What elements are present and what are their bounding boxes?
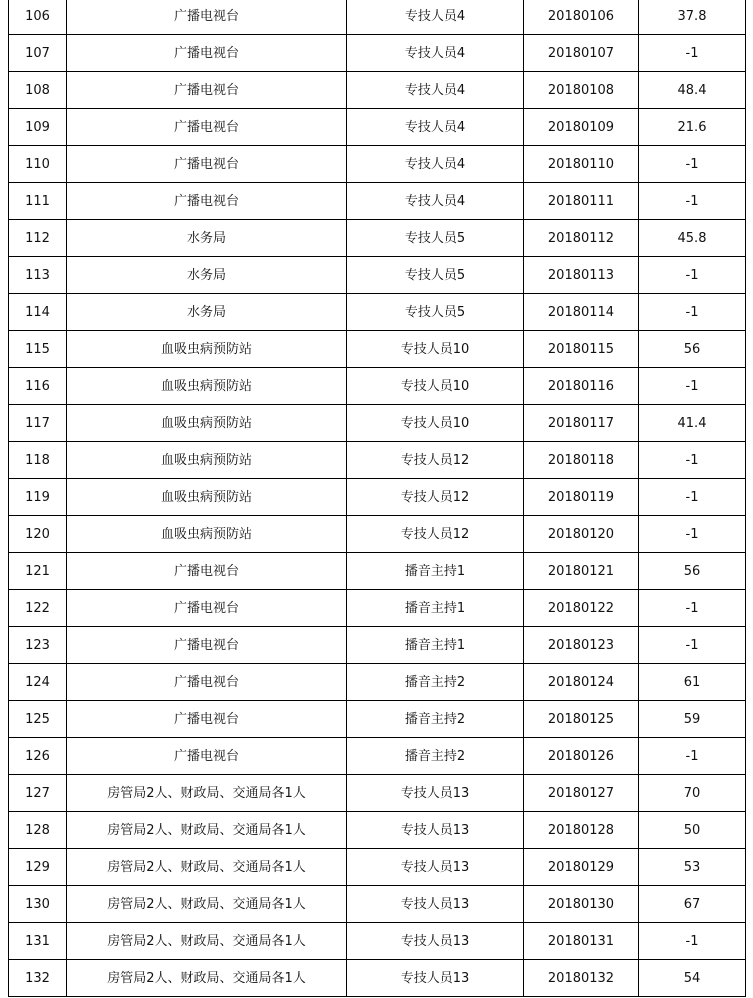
exam-id-cell: 20180123 [524, 627, 639, 664]
unit-cell: 水务局 [67, 294, 347, 331]
unit-cell: 房管局2人、财政局、交通局各1人 [67, 812, 347, 849]
unit-cell: 广播电视台 [67, 664, 347, 701]
score-cell: -1 [639, 35, 746, 72]
unit-cell: 血吸虫病预防站 [67, 442, 347, 479]
score-cell: -1 [639, 442, 746, 479]
row-number-cell: 124 [9, 664, 67, 701]
unit-cell: 血吸虫病预防站 [67, 516, 347, 553]
row-number-cell: 132 [9, 960, 67, 997]
unit-cell: 水务局 [67, 220, 347, 257]
table-row [9, 479, 746, 516]
table-row [9, 553, 746, 590]
position-cell: 专技人员4 [347, 35, 524, 72]
position-cell: 专技人员13 [347, 849, 524, 886]
position-cell: 播音主持1 [347, 627, 524, 664]
position-cell: 专技人员4 [347, 183, 524, 220]
table-row [9, 886, 746, 923]
table-row [9, 368, 746, 405]
row-number-cell: 108 [9, 72, 67, 109]
row-number-cell: 129 [9, 849, 67, 886]
exam-id-cell: 20180111 [524, 183, 639, 220]
table-row [9, 405, 746, 442]
row-number-cell: 130 [9, 886, 67, 923]
exam-id-cell: 20180107 [524, 35, 639, 72]
row-number-cell: 118 [9, 442, 67, 479]
position-cell: 专技人员10 [347, 331, 524, 368]
position-cell: 专技人员4 [347, 72, 524, 109]
row-number-cell: 122 [9, 590, 67, 627]
score-cell: 54 [639, 960, 746, 997]
row-number-cell: 110 [9, 146, 67, 183]
position-cell: 专技人员4 [347, 0, 524, 35]
row-number-cell: 120 [9, 516, 67, 553]
position-cell: 播音主持2 [347, 664, 524, 701]
exam-id-cell: 20180126 [524, 738, 639, 775]
position-cell: 专技人员12 [347, 516, 524, 553]
exam-id-cell: 20180114 [524, 294, 639, 331]
table-row [9, 701, 746, 738]
row-number-cell: 119 [9, 479, 67, 516]
exam-id-cell: 20180106 [524, 0, 639, 35]
score-cell: 50 [639, 812, 746, 849]
score-cell: 41.4 [639, 405, 746, 442]
unit-cell: 广播电视台 [67, 701, 347, 738]
table-row [9, 146, 746, 183]
position-cell: 专技人员5 [347, 220, 524, 257]
score-cell: -1 [639, 146, 746, 183]
score-cell: 45.8 [639, 220, 746, 257]
unit-cell: 房管局2人、财政局、交通局各1人 [67, 960, 347, 997]
row-number-cell: 115 [9, 331, 67, 368]
position-cell: 专技人员4 [347, 109, 524, 146]
unit-cell: 广播电视台 [67, 738, 347, 775]
position-cell: 专技人员4 [347, 146, 524, 183]
row-number-cell: 106 [9, 0, 67, 35]
score-cell: 53 [639, 849, 746, 886]
table-row [9, 960, 746, 997]
exam-id-cell: 20180117 [524, 405, 639, 442]
unit-cell: 广播电视台 [67, 183, 347, 220]
score-cell: 56 [639, 331, 746, 368]
score-cell: -1 [639, 590, 746, 627]
score-cell: -1 [639, 368, 746, 405]
unit-cell: 房管局2人、财政局、交通局各1人 [67, 849, 347, 886]
score-cell: -1 [639, 479, 746, 516]
row-number-cell: 125 [9, 701, 67, 738]
unit-cell: 广播电视台 [67, 35, 347, 72]
score-cell: 67 [639, 886, 746, 923]
table-row [9, 627, 746, 664]
unit-cell: 广播电视台 [67, 553, 347, 590]
row-number-cell: 111 [9, 183, 67, 220]
exam-id-cell: 20180132 [524, 960, 639, 997]
unit-cell: 房管局2人、财政局、交通局各1人 [67, 886, 347, 923]
table-row [9, 775, 746, 812]
table-row [9, 109, 746, 146]
unit-cell: 广播电视台 [67, 590, 347, 627]
exam-id-cell: 20180120 [524, 516, 639, 553]
table-row [9, 442, 746, 479]
row-number-cell: 123 [9, 627, 67, 664]
score-cell: 59 [639, 701, 746, 738]
unit-cell: 水务局 [67, 257, 347, 294]
score-cell: 48.4 [639, 72, 746, 109]
table-row [9, 664, 746, 701]
row-number-cell: 131 [9, 923, 67, 960]
row-number-cell: 128 [9, 812, 67, 849]
position-cell: 播音主持2 [347, 701, 524, 738]
score-cell: -1 [639, 516, 746, 553]
exam-id-cell: 20180113 [524, 257, 639, 294]
unit-cell: 房管局2人、财政局、交通局各1人 [67, 923, 347, 960]
table-row [9, 72, 746, 109]
position-cell: 专技人员13 [347, 812, 524, 849]
position-cell: 专技人员12 [347, 442, 524, 479]
unit-cell: 血吸虫病预防站 [67, 368, 347, 405]
unit-cell: 广播电视台 [67, 109, 347, 146]
exam-id-cell: 20180115 [524, 331, 639, 368]
position-cell: 专技人员13 [347, 923, 524, 960]
exam-id-cell: 20180124 [524, 664, 639, 701]
table-row [9, 590, 746, 627]
position-cell: 专技人员10 [347, 368, 524, 405]
position-cell: 专技人员13 [347, 960, 524, 997]
exam-id-cell: 20180130 [524, 886, 639, 923]
exam-id-cell: 20180109 [524, 109, 639, 146]
exam-id-cell: 20180131 [524, 923, 639, 960]
position-cell: 专技人员5 [347, 294, 524, 331]
position-cell: 播音主持1 [347, 590, 524, 627]
score-cell: -1 [639, 183, 746, 220]
table-row [9, 220, 746, 257]
exam-id-cell: 20180116 [524, 368, 639, 405]
row-number-cell: 117 [9, 405, 67, 442]
unit-cell: 广播电视台 [67, 627, 347, 664]
unit-cell: 血吸虫病预防站 [67, 331, 347, 368]
table-row [9, 812, 746, 849]
exam-id-cell: 20180108 [524, 72, 639, 109]
unit-cell: 广播电视台 [67, 72, 347, 109]
exam-id-cell: 20180110 [524, 146, 639, 183]
score-cell: -1 [639, 923, 746, 960]
exam-id-cell: 20180122 [524, 590, 639, 627]
unit-cell: 广播电视台 [67, 146, 347, 183]
score-cell: 21.6 [639, 109, 746, 146]
table-row [9, 0, 746, 35]
score-cell: 61 [639, 664, 746, 701]
score-cell: -1 [639, 294, 746, 331]
table-row [9, 331, 746, 368]
exam-id-cell: 20180119 [524, 479, 639, 516]
position-cell: 专技人员13 [347, 775, 524, 812]
score-cell: -1 [639, 257, 746, 294]
position-cell: 专技人员12 [347, 479, 524, 516]
row-number-cell: 121 [9, 553, 67, 590]
table-row [9, 183, 746, 220]
exam-id-cell: 20180127 [524, 775, 639, 812]
score-cell: 56 [639, 553, 746, 590]
unit-cell: 血吸虫病预防站 [67, 405, 347, 442]
row-number-cell: 113 [9, 257, 67, 294]
exam-id-cell: 20180129 [524, 849, 639, 886]
position-cell: 播音主持1 [347, 553, 524, 590]
row-number-cell: 112 [9, 220, 67, 257]
unit-cell: 房管局2人、财政局、交通局各1人 [67, 775, 347, 812]
row-number-cell: 114 [9, 294, 67, 331]
unit-cell: 广播电视台 [67, 0, 347, 35]
table-row [9, 516, 746, 553]
table-row [9, 35, 746, 72]
position-cell: 专技人员13 [347, 886, 524, 923]
score-cell: -1 [639, 627, 746, 664]
exam-id-cell: 20180112 [524, 220, 639, 257]
row-number-cell: 127 [9, 775, 67, 812]
position-cell: 播音主持2 [347, 738, 524, 775]
row-number-cell: 109 [9, 109, 67, 146]
position-cell: 专技人员10 [347, 405, 524, 442]
score-cell: 37.8 [639, 0, 746, 35]
row-number-cell: 107 [9, 35, 67, 72]
row-number-cell: 126 [9, 738, 67, 775]
exam-id-cell: 20180118 [524, 442, 639, 479]
score-cell: 70 [639, 775, 746, 812]
table-row [9, 738, 746, 775]
unit-cell: 血吸虫病预防站 [67, 479, 347, 516]
table-row [9, 257, 746, 294]
table-row [9, 923, 746, 960]
results-table [8, 0, 746, 997]
score-cell: -1 [639, 738, 746, 775]
exam-id-cell: 20180125 [524, 701, 639, 738]
table-row [9, 849, 746, 886]
exam-id-cell: 20180128 [524, 812, 639, 849]
table-row [9, 294, 746, 331]
results-table-body [9, 0, 746, 997]
position-cell: 专技人员5 [347, 257, 524, 294]
exam-id-cell: 20180121 [524, 553, 639, 590]
row-number-cell: 116 [9, 368, 67, 405]
